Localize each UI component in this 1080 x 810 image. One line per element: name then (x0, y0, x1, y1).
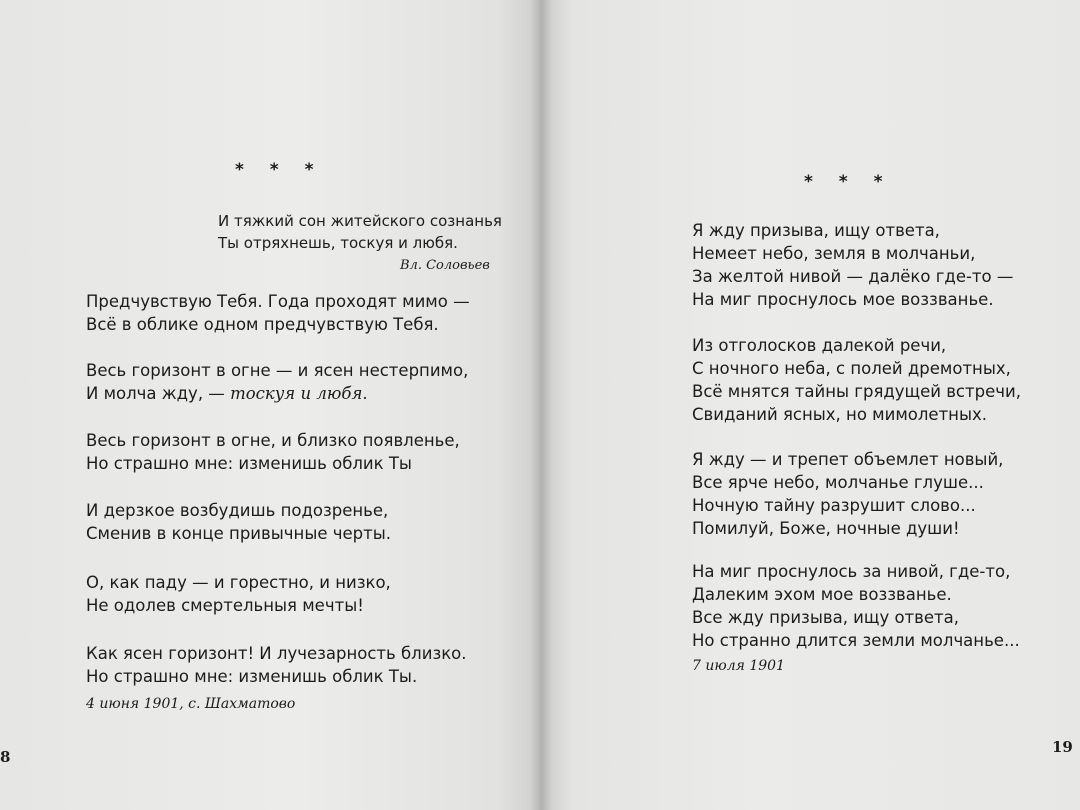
verse-line (86, 382, 468, 405)
verse-line: Я жду призыва, ищу ответа, (692, 221, 940, 240)
verse-line: О, как паду — и горестно, и низко, (86, 573, 391, 592)
verse-line: Далеким эхом мое воззванье. (692, 585, 952, 604)
stanza (86, 571, 391, 617)
poem-date: 4 июня 1901, с. Шахматово (86, 696, 296, 712)
verse-line: На миг проснулось за нивой, где-то, (692, 562, 1011, 581)
section-stars: * * * (235, 160, 324, 180)
verse-line: За желтой нивой — далёко где-то — (692, 267, 1014, 286)
epigraph-line: И тяжкий сон житейского сознанья (218, 212, 502, 230)
stanza (86, 429, 460, 475)
verse-line: Я жду — и трепет объемлет новый, (692, 450, 1004, 469)
verse-line: Весь горизонт в огне — и ясен нестерпимо, (86, 361, 469, 380)
verse-line-italic: тоскуя и любя (230, 384, 363, 403)
verse-line: Но страшно мне: изменишь облик Ты (86, 454, 412, 473)
poem-date: 7 июля 1901 (692, 658, 785, 674)
epigraph-author: Вл. Соловьев (400, 258, 490, 273)
verse-line: Не одолев смертельныя мечты! (86, 596, 364, 615)
verse-line: Весь горизонт в огне, и близко появленье, (86, 431, 460, 450)
stanza (86, 499, 391, 545)
verse-line: Все ярче небо, молчанье глуше... (692, 473, 984, 492)
verse-line: И дерзкое возбудишь подозренье, (86, 501, 389, 520)
verse-line: Но страшно мне: изменишь облик Ты. (86, 667, 418, 686)
verse-line: Из отголосков далекой речи, (692, 336, 947, 355)
stanza (692, 334, 1021, 426)
stanza (692, 219, 1013, 311)
verse-line: Все жду призыва, ищу ответа, (692, 608, 960, 627)
verse-line: С ночного неба, с полей дремотных, (692, 359, 1011, 378)
verse-line: Предчувствую Тебя. Года проходят мимо — (86, 292, 470, 311)
verse-line: Всё мнятся тайны грядущей встречи, (692, 382, 1021, 401)
verse-line: Как ясен горизонт! И лучезарность близко. (86, 644, 467, 663)
verse-line: Ночную тайну разрушит слово... (692, 496, 976, 515)
epigraph-line: Ты отряхнешь, тоскуя и любя. (218, 234, 458, 252)
section-stars: * * * (804, 172, 893, 192)
verse-line-start: И молча жду, — (86, 384, 231, 403)
stanza (86, 359, 468, 405)
stanza (692, 560, 1020, 652)
stanza (692, 448, 1003, 540)
verse-line: Всё в облике одном предчувствую Тебя. (86, 315, 439, 334)
book-gutter (530, 0, 552, 810)
verse-line: Помилуй, Боже, ночные души! (692, 519, 960, 538)
epigraph (218, 210, 502, 254)
verse-line: Но странно длится земли молчанье... (692, 631, 1020, 650)
page-number: 8 (0, 748, 11, 766)
verse-line-end: . (362, 384, 368, 403)
verse-line: На миг проснулось мое воззванье. (692, 290, 994, 309)
verse-line: Сменив в конце привычные черты. (86, 524, 392, 543)
stanza (86, 642, 467, 688)
verse-line: Свиданий ясных, но мимолетных. (692, 405, 988, 424)
page-number: 19 (1052, 738, 1073, 756)
verse-line: Немеет небо, земля в молчаньи, (692, 244, 976, 263)
right-page (540, 0, 1080, 810)
stanza (86, 290, 470, 336)
